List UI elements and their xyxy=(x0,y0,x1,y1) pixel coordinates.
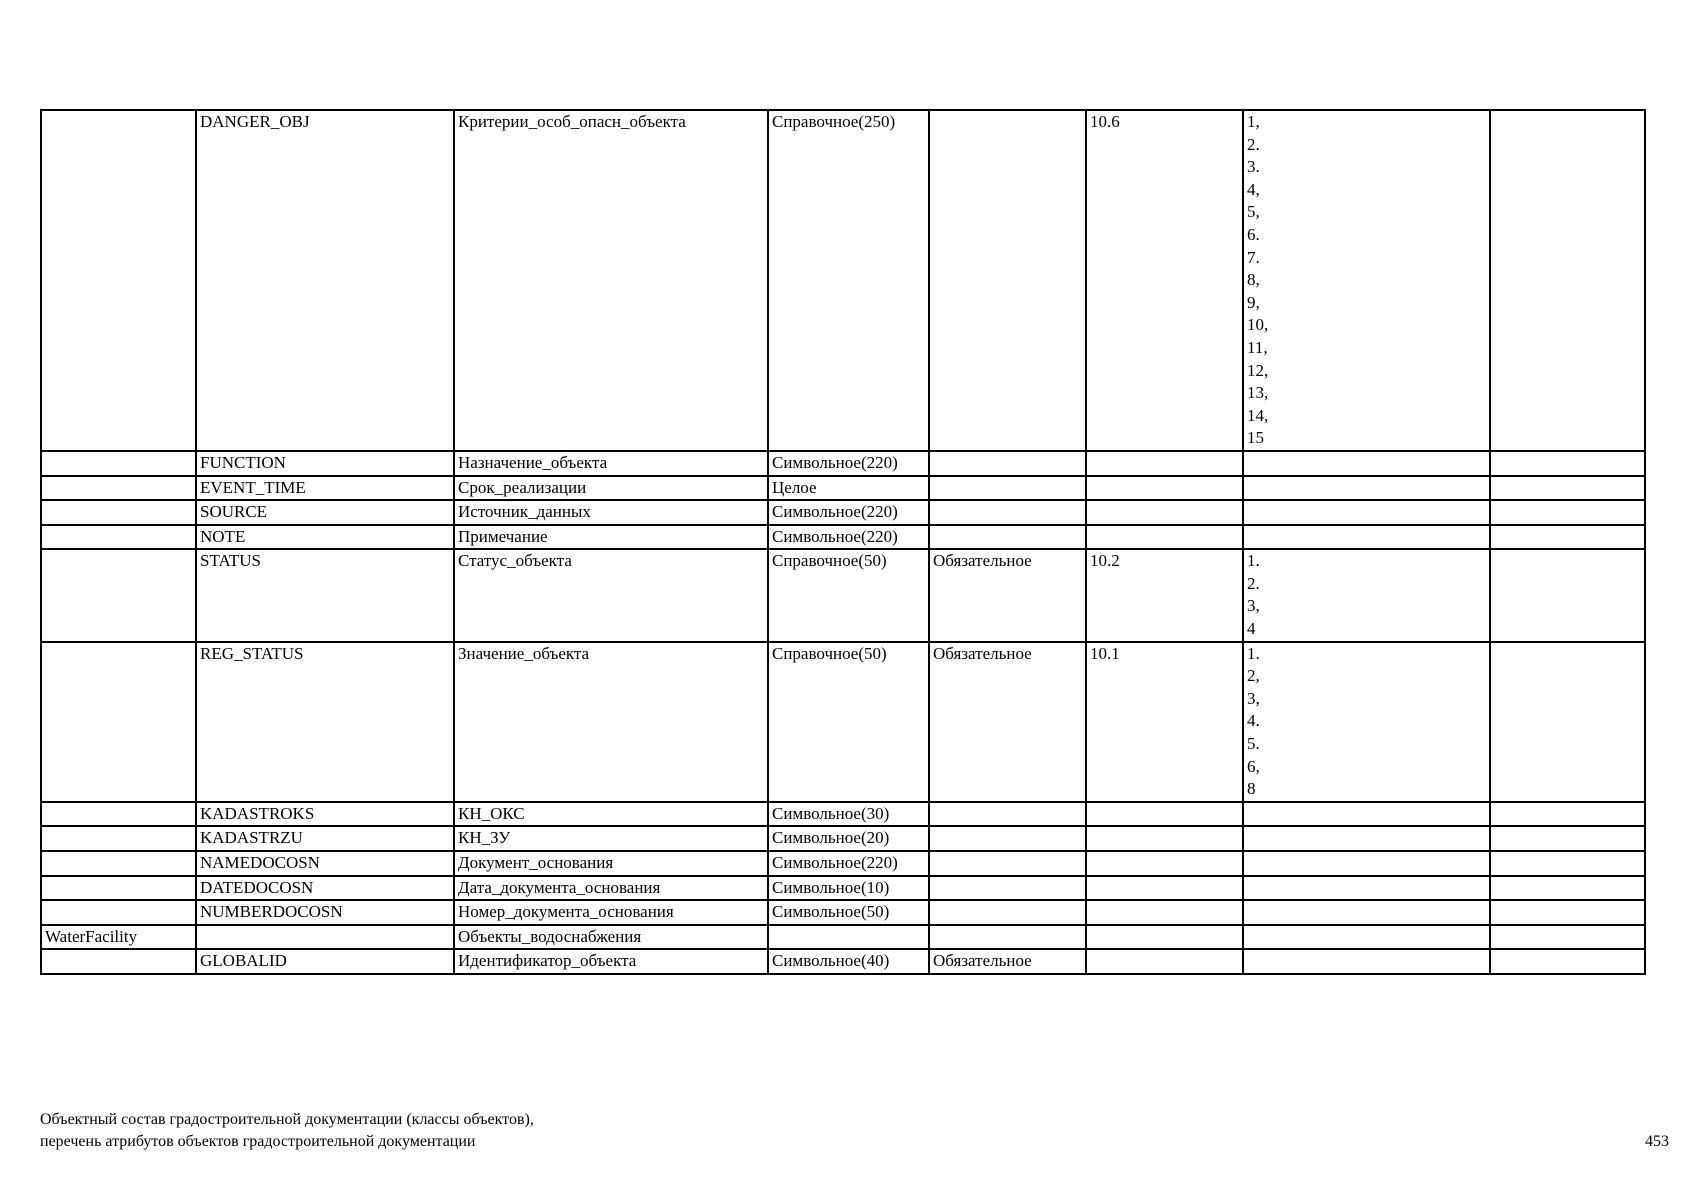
table-row xyxy=(41,949,1645,974)
code-cell: NUMBERDOCOSN xyxy=(196,900,454,925)
code-cell: SOURCE xyxy=(196,500,454,525)
code-cell: STATUS xyxy=(196,549,454,641)
values-cell xyxy=(1243,476,1490,501)
required-cell xyxy=(929,826,1086,851)
name-cell: КН_ЗУ xyxy=(454,826,768,851)
code-cell: GLOBALID xyxy=(196,949,454,974)
page-number: 453 xyxy=(1645,1133,1669,1150)
values-cell xyxy=(1243,826,1490,851)
reference-cell: 10.2 xyxy=(1086,549,1243,641)
table-row xyxy=(41,476,1645,501)
table-body xyxy=(41,110,1645,974)
required-cell xyxy=(929,802,1086,827)
extra-cell xyxy=(1490,900,1645,925)
reference-cell xyxy=(1086,925,1243,950)
extra-cell xyxy=(1490,500,1645,525)
required-cell xyxy=(929,876,1086,901)
extra-cell xyxy=(1490,851,1645,876)
reference-cell xyxy=(1086,476,1243,501)
reference-cell xyxy=(1086,826,1243,851)
name-cell: Идентификатор_объекта xyxy=(454,949,768,974)
values-cell xyxy=(1243,876,1490,901)
type-cell: Символьное(220) xyxy=(768,851,929,876)
required-cell xyxy=(929,110,1086,451)
extra-cell xyxy=(1490,549,1645,641)
name-cell: Назначение_объекта xyxy=(454,451,768,476)
reference-cell xyxy=(1086,500,1243,525)
class-cell xyxy=(41,642,196,802)
extra-cell xyxy=(1490,826,1645,851)
type-cell: Символьное(20) xyxy=(768,826,929,851)
type-cell: Справочное(250) xyxy=(768,110,929,451)
type-cell: Символьное(50) xyxy=(768,900,929,925)
reference-cell xyxy=(1086,876,1243,901)
class-cell xyxy=(41,826,196,851)
values-cell: 1, 2. 3. 4, 5, 6. 7. 8, 9, 10, 11, 12, 13, 14, 15 xyxy=(1243,110,1490,451)
name-cell: Источник_данных xyxy=(454,500,768,525)
type-cell: Символьное(40) xyxy=(768,949,929,974)
extra-cell xyxy=(1490,476,1645,501)
name-cell: КН_ОКС xyxy=(454,802,768,827)
type-cell: Символьное(220) xyxy=(768,451,929,476)
reference-cell xyxy=(1086,451,1243,476)
code-cell xyxy=(196,925,454,950)
table-row xyxy=(41,500,1645,525)
reference-cell xyxy=(1086,949,1243,974)
required-cell xyxy=(929,500,1086,525)
table-row xyxy=(41,802,1645,827)
name-cell: Примечание xyxy=(454,525,768,550)
reference-cell xyxy=(1086,851,1243,876)
class-cell xyxy=(41,876,196,901)
reference-cell: 10.1 xyxy=(1086,642,1243,802)
class-cell xyxy=(41,851,196,876)
class-cell: WaterFacility xyxy=(41,925,196,950)
attributes-table xyxy=(40,109,1646,975)
name-cell: Документ_основания xyxy=(454,851,768,876)
table-row xyxy=(41,110,1645,451)
extra-cell xyxy=(1490,925,1645,950)
type-cell: Символьное(10) xyxy=(768,876,929,901)
type-cell: Символьное(30) xyxy=(768,802,929,827)
table-row xyxy=(41,525,1645,550)
code-cell: KADASTRZU xyxy=(196,826,454,851)
reference-cell: 10.6 xyxy=(1086,110,1243,451)
required-cell xyxy=(929,900,1086,925)
footer xyxy=(40,1109,534,1153)
code-cell: KADASTROKS xyxy=(196,802,454,827)
code-cell: FUNCTION xyxy=(196,451,454,476)
name-cell: Статус_объекта xyxy=(454,549,768,641)
required-cell xyxy=(929,851,1086,876)
values-cell: 1. 2, 3, 4. 5. 6, 8 xyxy=(1243,642,1490,802)
values-cell xyxy=(1243,900,1490,925)
class-cell xyxy=(41,900,196,925)
extra-cell xyxy=(1490,451,1645,476)
values-cell xyxy=(1243,802,1490,827)
reference-cell xyxy=(1086,525,1243,550)
type-cell: Справочное(50) xyxy=(768,642,929,802)
class-cell xyxy=(41,110,196,451)
type-cell: Справочное(50) xyxy=(768,549,929,641)
extra-cell xyxy=(1490,110,1645,451)
table-row xyxy=(41,826,1645,851)
values-cell xyxy=(1243,525,1490,550)
name-cell: Критерии_особ_опасн_объекта xyxy=(454,110,768,451)
name-cell: Объекты_водоснабжения xyxy=(454,925,768,950)
values-cell xyxy=(1243,851,1490,876)
required-cell xyxy=(929,525,1086,550)
class-cell xyxy=(41,525,196,550)
table-row xyxy=(41,549,1645,641)
reference-cell xyxy=(1086,900,1243,925)
table-row xyxy=(41,851,1645,876)
class-cell xyxy=(41,451,196,476)
type-cell: Символьное(220) xyxy=(768,500,929,525)
required-cell: Обязательное xyxy=(929,642,1086,802)
required-cell xyxy=(929,451,1086,476)
required-cell: Обязательное xyxy=(929,949,1086,974)
type-cell: Символьное(220) xyxy=(768,525,929,550)
values-cell: 1. 2. 3, 4 xyxy=(1243,549,1490,641)
class-cell xyxy=(41,476,196,501)
table-row xyxy=(41,876,1645,901)
values-cell xyxy=(1243,451,1490,476)
code-cell: NAMEDOCOSN xyxy=(196,851,454,876)
values-cell xyxy=(1243,500,1490,525)
table-row xyxy=(41,642,1645,802)
reference-cell xyxy=(1086,802,1243,827)
code-cell: NOTE xyxy=(196,525,454,550)
name-cell: Значение_объекта xyxy=(454,642,768,802)
table-row xyxy=(41,925,1645,950)
name-cell: Срок_реализации xyxy=(454,476,768,501)
class-cell xyxy=(41,500,196,525)
code-cell: EVENT_TIME xyxy=(196,476,454,501)
values-cell xyxy=(1243,925,1490,950)
class-cell xyxy=(41,802,196,827)
code-cell: REG_STATUS xyxy=(196,642,454,802)
code-cell: DANGER_OBJ xyxy=(196,110,454,451)
required-cell: Обязательное xyxy=(929,549,1086,641)
extra-cell xyxy=(1490,642,1645,802)
extra-cell xyxy=(1490,876,1645,901)
extra-cell xyxy=(1490,949,1645,974)
footer-line-1: Объектный состав градостроительной документации (классы объектов), xyxy=(40,1111,534,1128)
footer-line-2: перечень атрибутов объектов градостроительной документации xyxy=(40,1133,476,1150)
type-cell: Целое xyxy=(768,476,929,501)
code-cell: DATEDOCOSN xyxy=(196,876,454,901)
type-cell xyxy=(768,925,929,950)
extra-cell xyxy=(1490,802,1645,827)
required-cell xyxy=(929,925,1086,950)
name-cell: Номер_документа_основания xyxy=(454,900,768,925)
name-cell: Дата_документа_основания xyxy=(454,876,768,901)
extra-cell xyxy=(1490,525,1645,550)
required-cell xyxy=(929,476,1086,501)
values-cell xyxy=(1243,949,1490,974)
class-cell xyxy=(41,949,196,974)
table-row xyxy=(41,900,1645,925)
class-cell xyxy=(41,549,196,641)
table-row xyxy=(41,451,1645,476)
